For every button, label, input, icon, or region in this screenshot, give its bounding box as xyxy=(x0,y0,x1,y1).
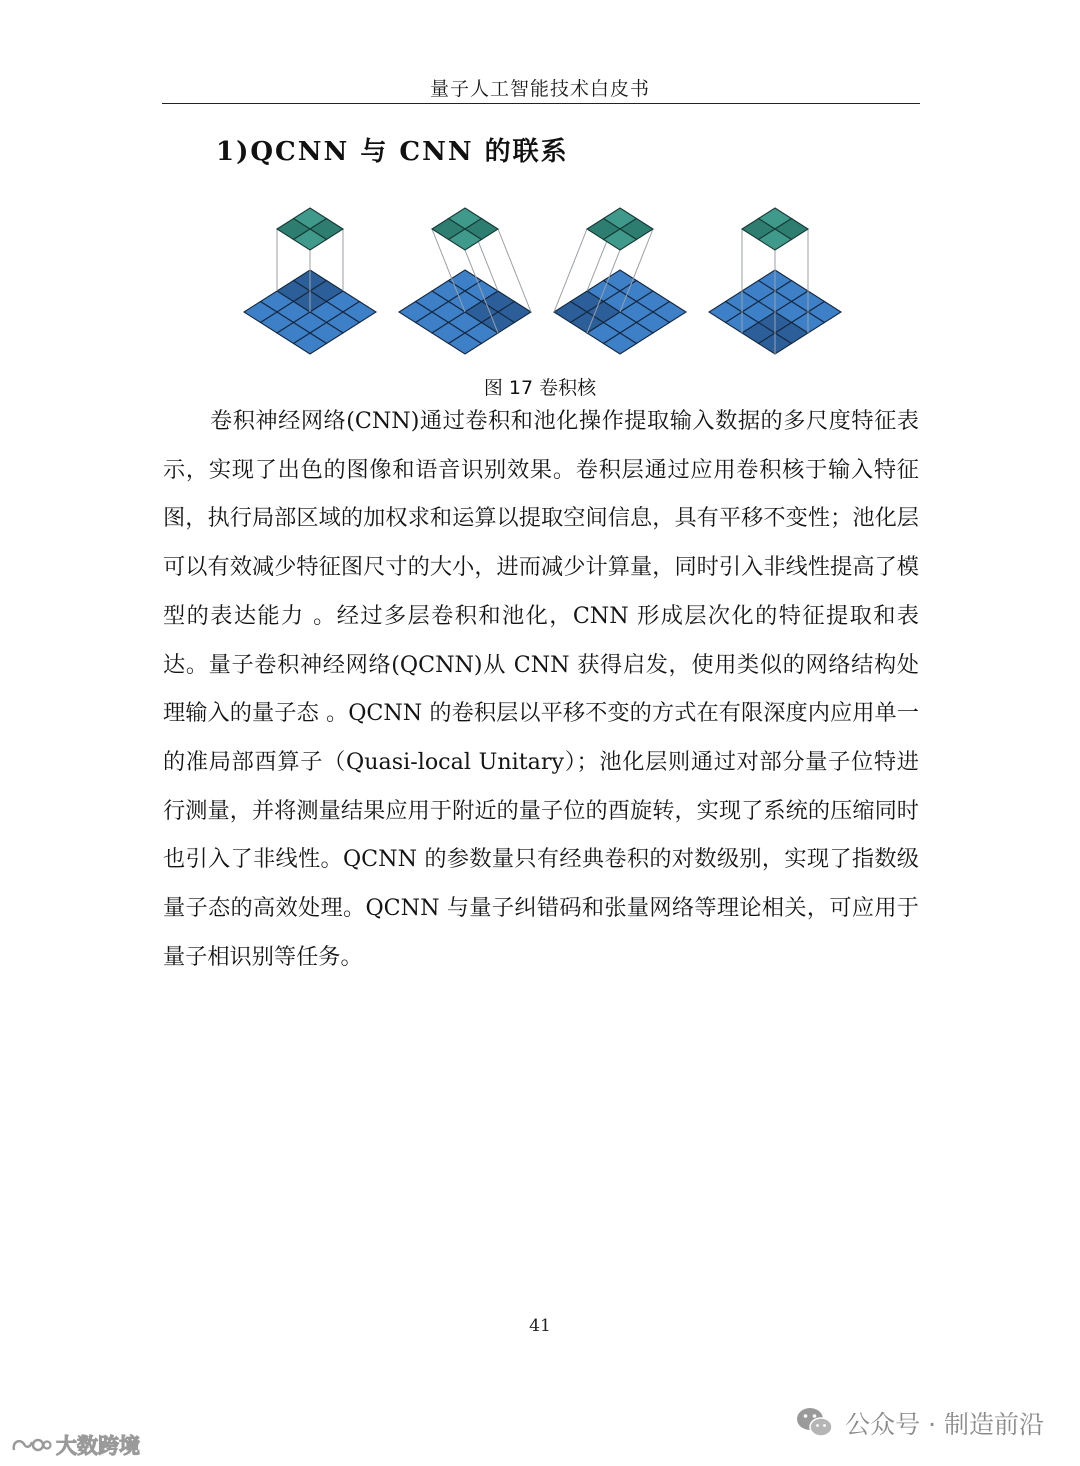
page-number: 41 xyxy=(529,1316,551,1336)
brand-watermark xyxy=(10,1430,140,1460)
running-header: 量子人工智能技术白皮书 xyxy=(429,78,650,100)
section-heading: 1)QCNN 与 CNN 的联系 xyxy=(216,137,569,167)
brand-watermark-text: 大数跨境 xyxy=(56,1434,140,1458)
wechat-watermark-text: 公众号 · 制造前沿 xyxy=(845,1410,1044,1439)
figure-caption: 图 17 卷积核 xyxy=(483,377,597,399)
kernel-panel xyxy=(399,208,531,354)
body-paragraph: 卷积神经网络(CNN)通过卷积和池化操作提取输入数据的多尺度特征表示，实现了出色的图像和语音识别效果。卷积层通过应用卷积核于输入特征图，执行局部区域的加权求和运算以提取空间信息，具有平移不变性；池化层可以有效减少特征图尺寸的大小，进而减少计算量，同时引入非线性提高了模型的表达能力 。经过多层卷积和池化，CNN 形成层次化的特征提取和表达。量子卷积神经网络(QCNN)从 CNN 获得启发，使用类似的网络结构处理输入的量子态 。QCNN 的卷积层以平移不变的方式在有限深度内应用单一的准局部酉算子（Quasi-local Unitary）；池化层则通过对部分量子位特进行测量，并将测量结果应用于附近的量子位的酉旋转，实现了系统的压缩同时也引入了非线性。QCNN 的参数量只有经典卷积的对数级别，实现了指数级量子态的高效处理。QCNN 与量子纠错码和张量网络等理论相关，可应用于量子相识别等任务。 xyxy=(163,408,919,970)
wechat-watermark xyxy=(795,1403,1044,1443)
convolution-kernel-illustration xyxy=(240,200,860,360)
kernel-panel xyxy=(554,208,686,354)
wechat-icon xyxy=(795,1406,835,1440)
convolution-kernel-figure xyxy=(240,200,860,360)
header-divider xyxy=(162,103,920,104)
kernel-panel xyxy=(709,208,841,354)
kernel-panel xyxy=(244,208,376,354)
brand-logo-icon xyxy=(10,1434,52,1456)
